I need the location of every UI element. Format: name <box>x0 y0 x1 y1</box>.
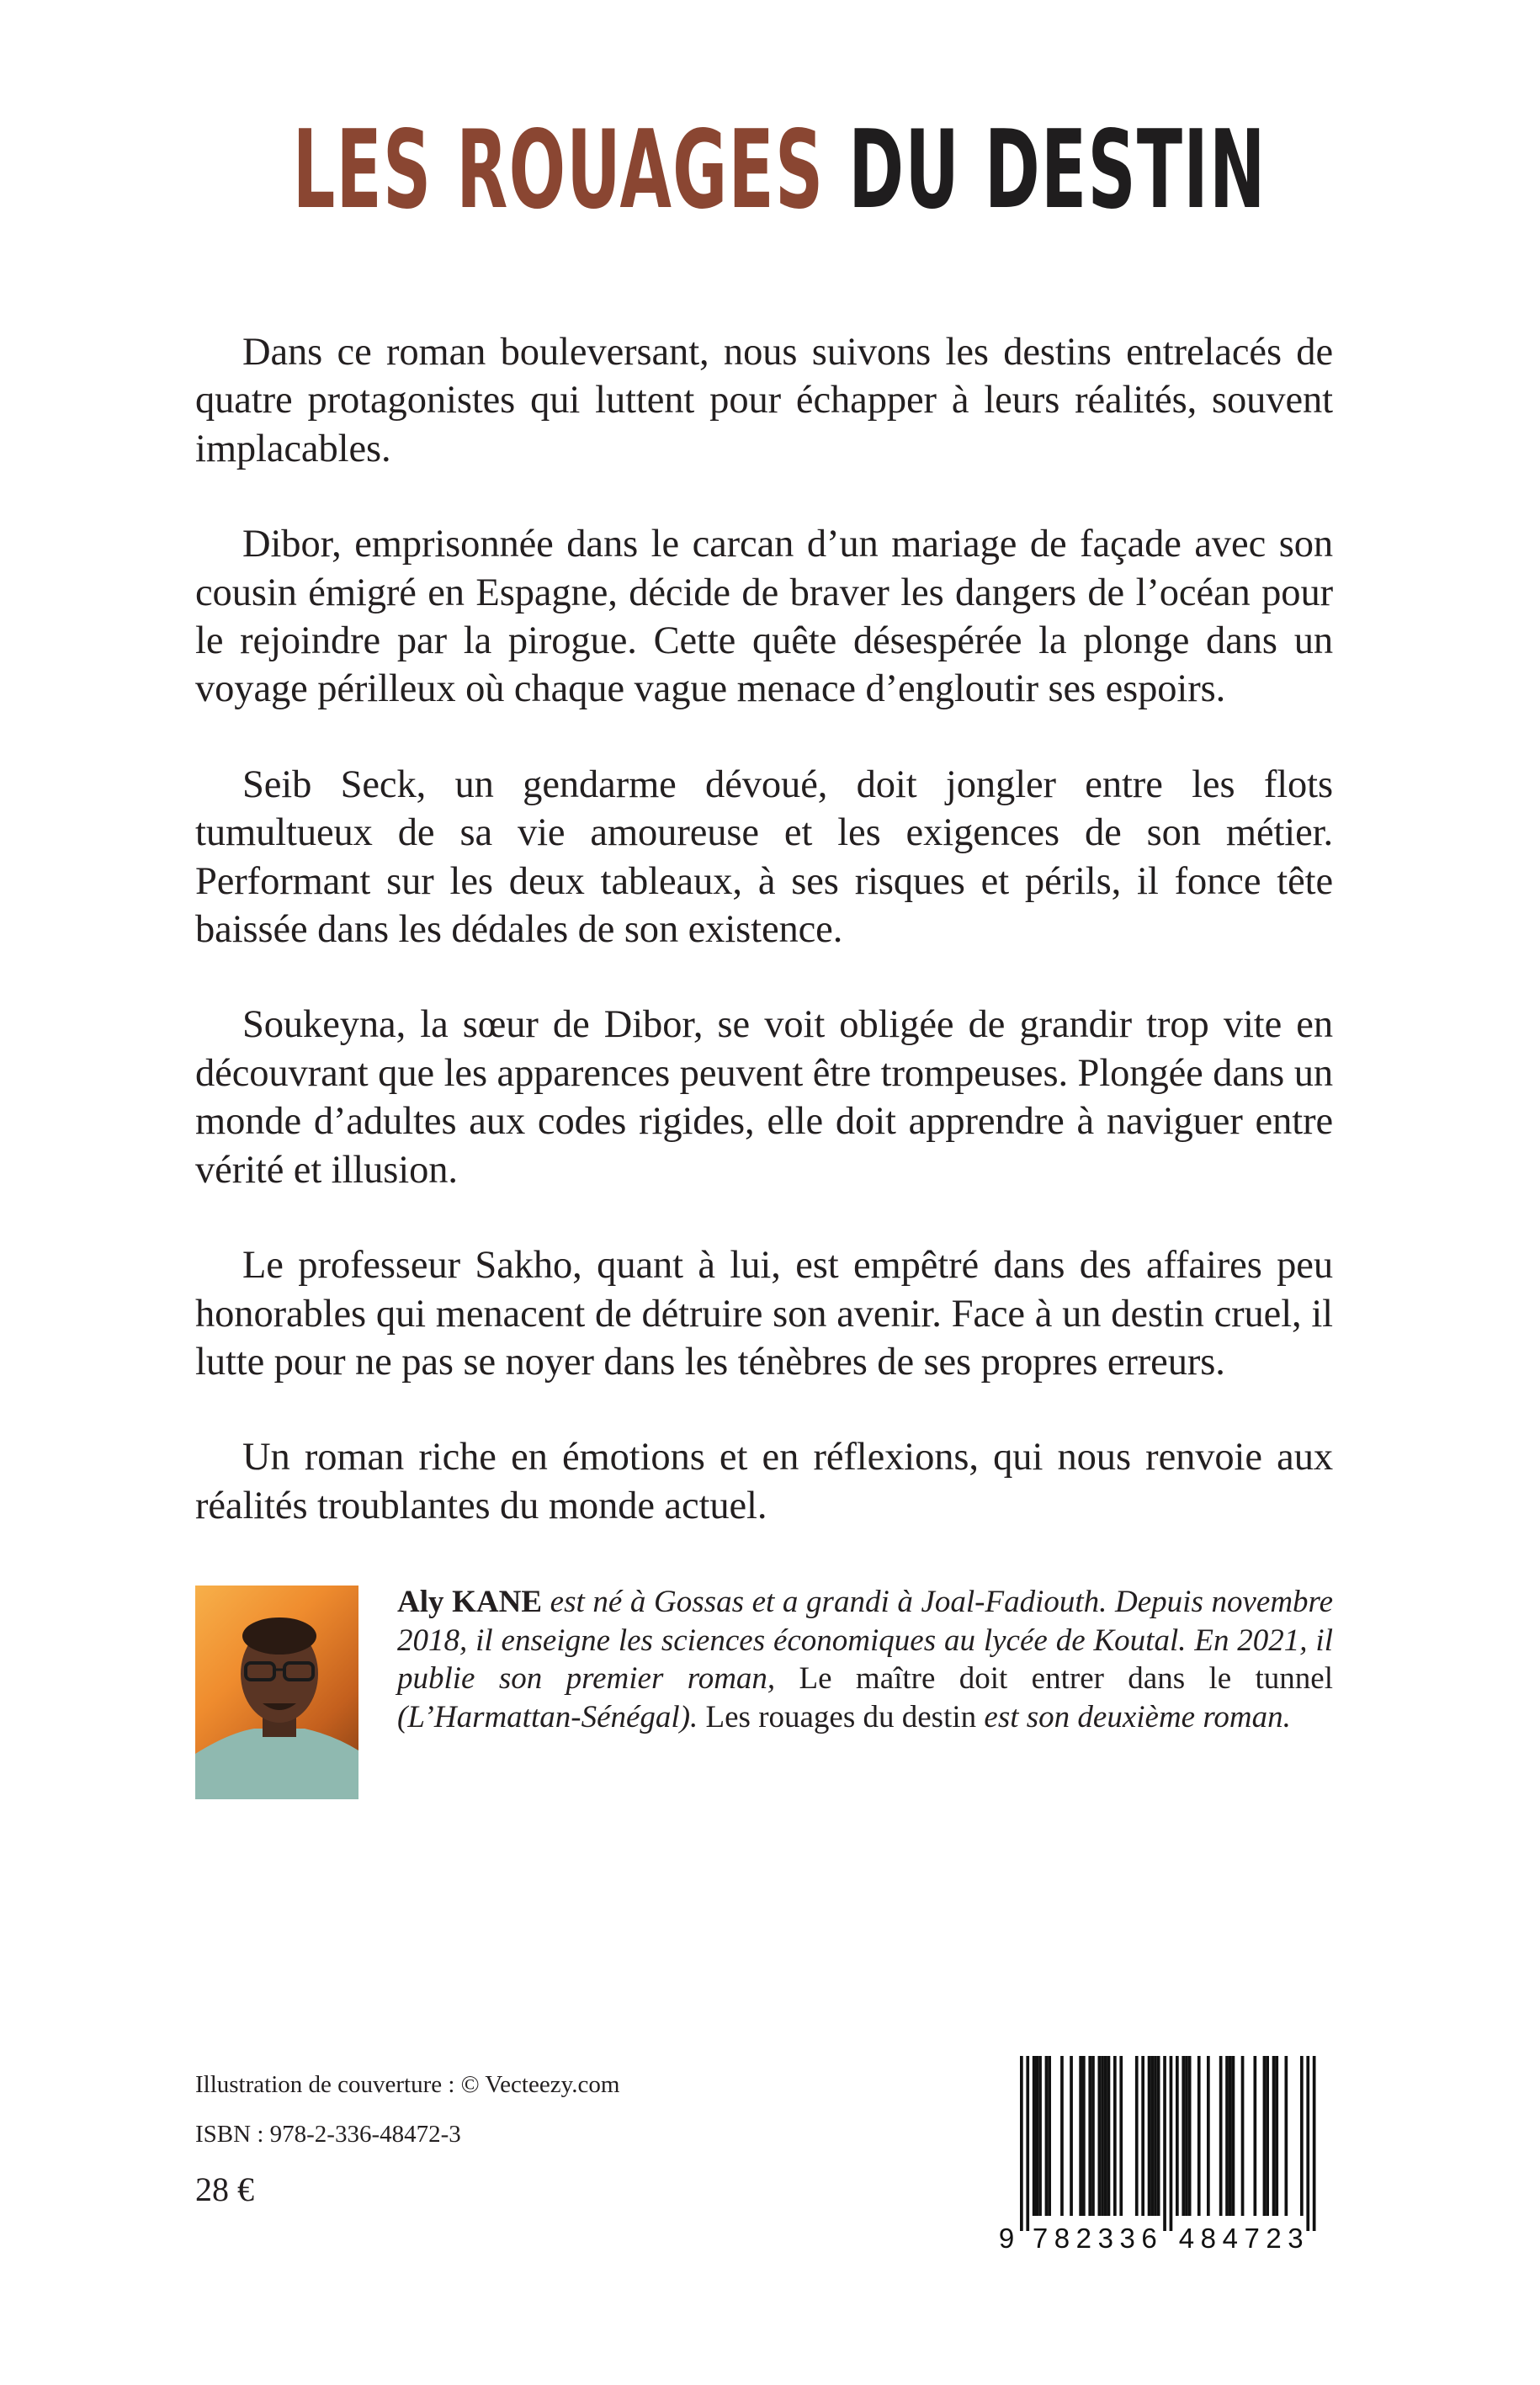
barcode-bar <box>1188 2056 1192 2216</box>
first-novel-title: Le maître doit entrer dans le tunnel <box>799 1661 1333 1697</box>
barcode-bar <box>1048 2056 1051 2216</box>
bio-text: est né à Gossas et a grandi à Joal-Fadiouth. Depuis novembre 2018, il enseigne les sciences économiques au lycée de Koutal. En 2021, il publie son premier roman, <box>397 1585 1333 1697</box>
barcode-digit: 3 <box>1119 2223 1135 2251</box>
barcode-bar <box>1060 2056 1064 2216</box>
synopsis <box>195 328 1333 1577</box>
barcode-digits <box>999 2223 1304 2251</box>
barcode-digit: 7 <box>1244 2223 1260 2251</box>
bio-text: (L’Harmattan-Sénégal). <box>397 1700 706 1735</box>
author-photo <box>195 1586 358 1799</box>
barcode-digit: 8 <box>1200 2223 1217 2251</box>
barcode-bar <box>1300 2056 1304 2216</box>
barcode-bar <box>1135 2056 1139 2216</box>
barcode-bar <box>1026 2056 1029 2231</box>
barcode-bar <box>1104 2056 1107 2216</box>
barcode-digit: 4 <box>1222 2223 1238 2251</box>
barcode-bar <box>1182 2056 1185 2216</box>
barcode-bar <box>1119 2056 1123 2216</box>
barcode-bar <box>1313 2056 1316 2231</box>
barcode-bar <box>1101 2056 1104 2216</box>
barcode-bar <box>1225 2056 1229 2216</box>
illustration-credit: Illustration de couverture : © Vecteezy.com <box>195 2071 620 2098</box>
barcode-bar <box>1148 2056 1151 2216</box>
barcode-bar <box>1020 2056 1023 2231</box>
author-portrait-icon <box>195 1586 358 1799</box>
synopsis-paragraph: Seib Seck, un gendarme dévoué, doit jongler entre les flots tumultueux de sa vie amoureuse et les exigences de son métier. Performant sur les deux tableaux, à ses risques et périls, il fonce tête baissée dans les dédales de son existence. <box>195 762 1333 952</box>
second-novel-title: Les rouages du destin <box>705 1700 977 1735</box>
title-part-2: DU DESTIN <box>848 108 1267 233</box>
barcode-digit: 6 <box>1141 2223 1157 2251</box>
barcode-bar <box>1263 2056 1267 2216</box>
barcode-bar <box>1150 2056 1154 2216</box>
barcode-bar <box>1091 2056 1095 2216</box>
barcode-bar <box>1163 2056 1166 2231</box>
barcode-bar <box>1170 2056 1173 2231</box>
barcode-digit: 2 <box>1266 2223 1282 2251</box>
barcode-bar <box>1272 2056 1276 2216</box>
synopsis-paragraph: Dans ce roman bouleversant, nous suivons les destins entrelacés de quatre protagonistes qui luttent pour échapper à leurs réalités, souvent implacables. <box>195 331 1333 470</box>
barcode-digit: 3 <box>1097 2223 1113 2251</box>
barcode-digit: 2 <box>1075 2223 1092 2251</box>
barcode-bar <box>1275 2056 1278 2216</box>
bio-text: est son deuxième roman. <box>976 1700 1291 1735</box>
barcode-bar <box>1098 2056 1102 2216</box>
barcode-bar <box>1207 2056 1210 2216</box>
title-part-1: LES ROUAGES <box>292 108 825 233</box>
barcode-bar <box>1176 2056 1179 2216</box>
barcode-bar <box>1154 2056 1157 2216</box>
barcode-bar <box>1266 2056 1269 2216</box>
barcode-digit: 8 <box>1054 2223 1070 2251</box>
isbn: ISBN : 978-2-336-48472-3 <box>195 2121 461 2148</box>
barcode-bar <box>1232 2056 1235 2216</box>
barcode-bar <box>1229 2056 1232 2216</box>
synopsis-paragraph: Soukeyna, la sœur de Dibor, se voit obligée de grandir trop vite en découvrant que les apparences peuvent être trompeuses. Plongée dans un monde d’adultes aux codes rigides, elle doit apprendre à naviguer entre vérité et illusion. <box>195 1003 1333 1192</box>
barcode-digit: 4 <box>1178 2223 1195 2251</box>
book-title <box>292 108 1267 234</box>
barcode-bar <box>1241 2056 1245 2216</box>
barcode <box>998 2056 1333 2251</box>
barcode-bar <box>1197 2056 1201 2216</box>
barcode-bar <box>1082 2056 1086 2216</box>
barcode-bar <box>1306 2056 1309 2231</box>
barcode-bar <box>1254 2056 1257 2216</box>
barcode-bar <box>1079 2056 1082 2216</box>
barcode-bars <box>1020 2056 1316 2231</box>
barcode-bar <box>1045 2056 1049 2216</box>
synopsis-paragraph: Un roman riche en émotions et en réflexions, qui nous renvoie aux réalités troublantes du monde actuel. <box>195 1436 1333 1527</box>
barcode-bar <box>1185 2056 1188 2216</box>
price: 28 € <box>195 2170 254 2208</box>
synopsis-paragraph: Le professeur Sakho, quant à lui, est empêtré dans des affaires peu honorables qui menacent de détruire son avenir. Face à un destin cruel, il lutte pour ne pas se noyer dans les ténèbres de ses propres erreurs. <box>195 1244 1333 1384</box>
barcode-bar <box>1219 2056 1223 2216</box>
barcode-digit: 9 <box>998 2223 1015 2251</box>
barcode-bar <box>1285 2056 1288 2216</box>
barcode-bar <box>1141 2056 1144 2216</box>
barcode-bar <box>1157 2056 1160 2216</box>
barcode-bar <box>1113 2056 1117 2216</box>
synopsis-paragraph: Dibor, emprisonnée dans le carcan d’un mariage de façade avec son cousin émigré en Espagne, décide de braver les dangers de l’océan pour le rejoindre par la pirogue. Cette quête désespérée la plonge dans un voyage périlleux où chaque vague menace d’engloutir ses espoirs. <box>195 523 1333 711</box>
barcode-bar <box>1088 2056 1091 2216</box>
barcode-bar <box>1107 2056 1111 2216</box>
barcode-bar <box>1070 2056 1073 2216</box>
barcode-bar <box>1038 2056 1042 2216</box>
author-name: Aly KANE <box>397 1585 543 1619</box>
barcode-digit: 3 <box>1288 2223 1304 2251</box>
barcode-bar <box>1033 2056 1036 2216</box>
barcode-bar <box>1036 2056 1039 2216</box>
barcode-digit: 7 <box>1032 2223 1049 2251</box>
author-bio <box>397 1583 1333 1737</box>
